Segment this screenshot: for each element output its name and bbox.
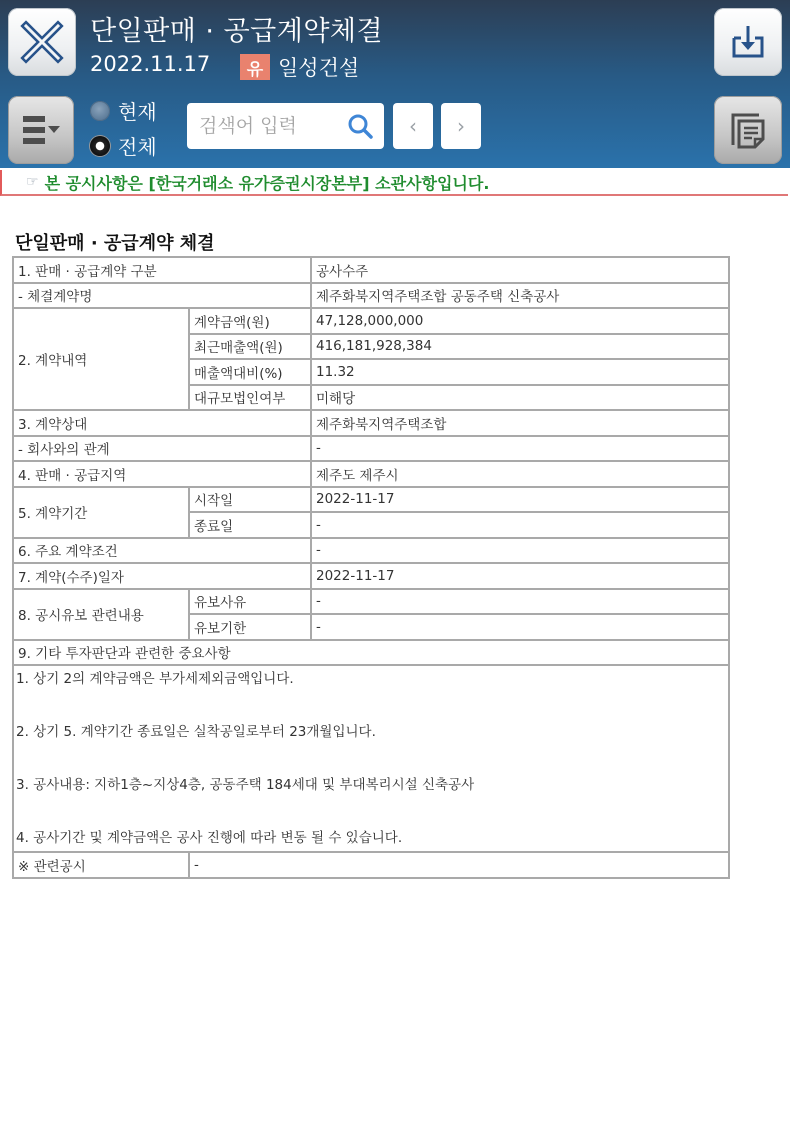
table-row [13, 665, 729, 852]
table-row [13, 563, 729, 589]
prev-button[interactable] [393, 103, 433, 149]
table-row [13, 538, 729, 564]
radio-current-indicator[interactable] [90, 101, 110, 121]
search-box [187, 103, 384, 149]
table-row [13, 487, 729, 513]
row-value: 제주화북지역주택조합 공동주택 신축공사 [311, 283, 729, 309]
row-label: 8. 공시유보 관련내용 [13, 589, 189, 640]
pointing-hand-icon: ☞ [26, 174, 39, 190]
notice-bar [0, 170, 788, 196]
table-row [13, 852, 729, 878]
row-label: 4. 판매 · 공급지역 [13, 461, 311, 487]
radio-all-label: 전체 [118, 135, 157, 159]
sub-label: 최근매출액(원) [189, 334, 311, 360]
note-item: 2. 상기 5. 계약기간 종료일은 실착공일로부터 23개월입니다. [16, 724, 376, 740]
row-label: 7. 계약(수주)일자 [13, 563, 311, 589]
close-icon [20, 20, 64, 64]
note-item: 3. 공사내용: 지하1층~지상4층, 공동주택 184세대 및 부대복리시설 신축공사 [16, 777, 475, 793]
list-menu-button[interactable] [8, 96, 74, 164]
notice-text: 본 공시사항은 [한국거래소 유가증권시장본부] 소관사항입니다. [44, 173, 490, 193]
download-icon [728, 22, 768, 62]
row-value: - [311, 614, 729, 640]
row-value: 제주도 제주시 [311, 461, 729, 487]
radio-all-indicator[interactable] [90, 136, 110, 156]
radio-all[interactable] [90, 131, 157, 160]
row-value: - [189, 852, 729, 878]
download-button[interactable] [714, 8, 782, 76]
row-value: - [311, 538, 729, 564]
close-button[interactable] [8, 8, 76, 76]
sub-label: 매출액대비(%) [189, 359, 311, 385]
table-row [13, 589, 729, 615]
row-label: 5. 계약기간 [13, 487, 189, 538]
sub-label: 대규모법인여부 [189, 385, 311, 411]
disclosure-date: 2022.11.17 [90, 52, 211, 76]
row-label: 1. 판매 · 공급계약 구분 [13, 257, 311, 283]
search-icon[interactable] [346, 112, 374, 140]
row-value: 416,181,928,384 [311, 334, 729, 360]
row-value: - [311, 436, 729, 462]
note-item: 1. 상기 2의 계약금액은 부가세제외금액입니다. [16, 671, 294, 687]
row-label: 2. 계약내역 [13, 308, 189, 410]
row-value: 2022-11-17 [311, 563, 729, 589]
market-badge: 유 [240, 54, 270, 80]
radio-current[interactable] [90, 96, 157, 125]
sub-label: 시작일 [189, 487, 311, 513]
row-label: 9. 기타 투자판단과 관련한 중요사항 [13, 640, 729, 666]
next-button[interactable] [441, 103, 481, 149]
company-name[interactable]: 일성건설 [278, 56, 360, 80]
table-row [13, 308, 729, 334]
list-menu-icon [19, 110, 63, 150]
row-label: 3. 계약상대 [13, 410, 311, 436]
table-row [13, 283, 729, 309]
chevron-left-icon: ‹ [409, 114, 417, 138]
table-row [13, 461, 729, 487]
table-row [13, 640, 729, 666]
table-row [13, 410, 729, 436]
document-copy-icon [727, 109, 769, 151]
note-item: 4. 공사기간 및 계약금액은 공사 진행에 따라 변동 될 수 있습니다. [16, 830, 403, 846]
row-label: 6. 주요 계약조건 [13, 538, 311, 564]
row-value: 11.32 [311, 359, 729, 385]
row-value: 47,128,000,000 [311, 308, 729, 334]
document-title: 단일판매 · 공급계약 체결 [15, 233, 215, 254]
row-label: - 체결계약명 [13, 283, 311, 309]
chevron-right-icon: › [457, 114, 465, 138]
sub-label: 유보기한 [189, 614, 311, 640]
page-title: 단일판매 · 공급계약체결 [90, 16, 384, 47]
top-toolbar [0, 0, 790, 168]
sub-label: 유보사유 [189, 589, 311, 615]
row-value: 공사수주 [311, 257, 729, 283]
table-row [13, 257, 729, 283]
row-value: - [311, 512, 729, 538]
row-value: 2022-11-17 [311, 487, 729, 513]
row-label: - 회사와의 관계 [13, 436, 311, 462]
row-value: 미해당 [311, 385, 729, 411]
notes-cell [13, 665, 729, 852]
radio-current-label: 현재 [118, 100, 157, 124]
sub-label: 종료일 [189, 512, 311, 538]
sub-label: 계약금액(원) [189, 308, 311, 334]
document-copy-button[interactable] [714, 96, 782, 164]
row-value: - [311, 589, 729, 615]
row-label: ※ 관련공시 [13, 852, 189, 878]
table-row [13, 436, 729, 462]
row-value: 제주화북지역주택조합 [311, 410, 729, 436]
search-input[interactable] [197, 114, 341, 138]
disclosure-table [12, 256, 730, 879]
